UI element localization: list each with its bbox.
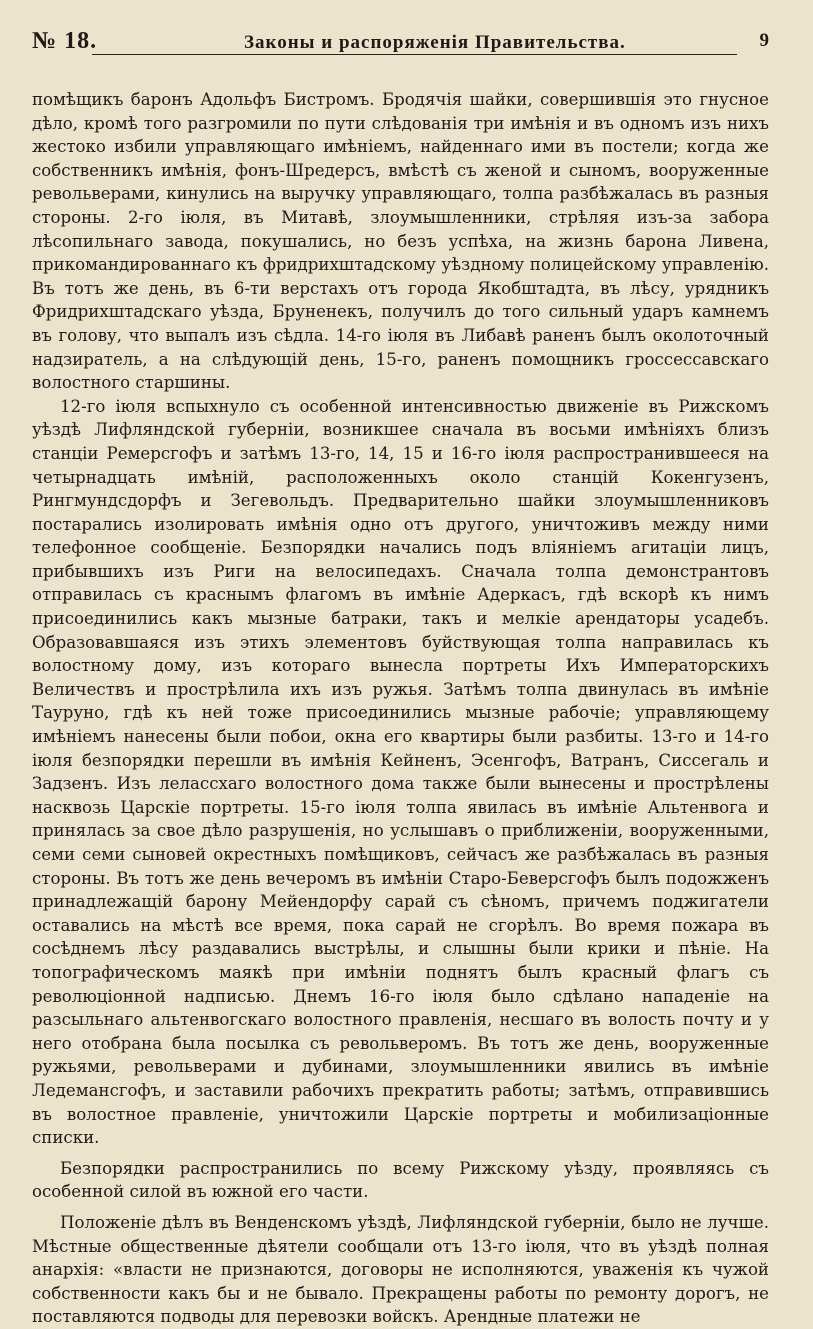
running-title: Законы и распоряженія Правительства. [244, 32, 626, 53]
issue-number: № 18. [32, 28, 98, 54]
paragraph-2: 12-го іюля вспыхнуло съ особенной интенсивностью движеніе въ Рижскомъ уѣздѣ Лифляндской губерніи, возникшее сначала въ восьми имѣніяхъ близъ станціи Ремерсгофъ и затѣмъ 13-го, 14, 15 и 16-го іюля распространившееся на четырнадцать имѣній, расположенныхъ около станцій Кокенгузенъ, Рингмундсдорфъ и Зегевольдъ. Предварительно шайки злоумышленниковъ постарались изолировать имѣнія одно отъ другого, уничтоживъ между ними телефонное сообщеніе. Безпорядки начались подъ вліяніемъ агитаціи лицъ, прибывшихъ изъ Риги на велосипедахъ. Сначала толпа демонстрантовъ отправилась съ краснымъ флагомъ въ имѣніе Адеркасъ, гдѣ вскорѣ къ нимъ присоединились какъ мызные батраки, такъ и мелкіе арендаторы усадебъ. Образовавшаяся изъ этихъ элементовъ буйствующая толпа направилась къ волостному дому, изъ котораго вынесла портреты Ихъ Императорскихъ Величествъ и прострѣлила ихъ изъ ружья. Затѣмъ толпа двинулась въ имѣніе Тауруно, гдѣ къ ней тоже присоединились мызные рабочіе; управляющему имѣніемъ нанесены были побои, окна его квартиры были разбиты. 13-го и 14-го іюля безпорядки перешли въ имѣнія Кейненъ, Эсенгофъ, Ватранъ, Сиссегаль и Задзенъ. Изъ лелассхаго волостного дома также были вынесены и прострѣлены насквозь Царскіе портреты. 15-го іюля толпа явилась въ имѣніе Альтенвога и принялась за свое дѣло разрушенія, но услышавъ о приближеніи, вооруженными, семи семи сыновей окрестныхъ помѣщиковъ, сейчасъ же разбѣжалась въ разныя стороны. Въ тотъ же день вечеромъ въ имѣніи Старо-Беверсгофъ былъ подожженъ принадлежащій барону Мейендорфу сарай съ сѣномъ, причемъ поджигатели оставались на мѣстѣ все время, пока сарай не сгорѣлъ. Во время пожара въ сосѣднемъ лѣсу раздавались выстрѣлы, и слышны были крики и пѣніе. На топографическомъ маякѣ при имѣніи поднятъ былъ красный флагъ съ революціонной надписью. Днемъ 16-го іюля было сдѣлано нападеніе на разсыльнаго альтенвогскаго волостного правленія, несшаго въ волость почту и у него отобрана была посылка съ револьверомъ. Въ тотъ же день, вооруженные ружьями, револьверами и дубинами, злоумышленники явились въ имѣніе Ледемансгофъ, и заставили рабочихъ прекратить работы; затѣмъ, отправившись въ волостное правленіе, уничтожили Царскіе портреты и мобилизаціонные списки. [32, 396, 769, 1148]
page-header [32, 24, 769, 54]
paragraph-1: помѣщикъ баронъ Адольфъ Бистромъ. Бродячія шайки, совершившія это гнусное дѣло, кромѣ того разгромили по пути слѣдованія три имѣнія и въ одномъ изъ нихъ жестоко избили управляющаго имѣніемъ, найденнаго ими въ постели; когда же собственникъ имѣнія, фонъ-Шредерсъ, вмѣстѣ съ женой и сыномъ, вооруженные револьверами, кинулись на выручку управляющаго, толпа разбѣжалась въ разныя стороны. 2-го іюля, въ Митавѣ, злоумышленники, стрѣляя изъ-за забора лѣсопильнаго завода, покушались, но безъ успѣха, на жизнь барона Ливена, прикомандированнаго къ фридрихштадскому уѣздному полицейскому управленію. Въ тотъ же день, въ 6-ти верстахъ отъ города Якобштадта, въ лѣсу, урядникъ Фридрихштадскаго уѣзда, Бруненекъ, получилъ до того сильный ударъ камнемъ въ голову, что выпалъ изъ сѣдла. 14-го іюля въ Либавѣ раненъ былъ околоточный надзиратель, а на слѣдующій день, 15-го, раненъ помощникъ гроссессавскаго волостного старшины. [32, 90, 769, 393]
paragraph-4: Положеніе дѣлъ въ Венденскомъ уѣздѣ, Лифляндской губерніи, было не лучше. Мѣстные общественные дѣятели сообщали отъ 13-го іюля, что въ уѣздѣ полная анархія: «власти не признаются, договоры не исполняются, уваженія къ чужой собственности какъ бы и не бывало. Прекращены работы по ремонту дорогъ, не поставляются подводы для перевозки войскъ. Арендные платежи не [32, 1212, 769, 1327]
page-body [32, 88, 769, 1329]
paragraph-3: Безпорядки распространились по всему Рижскому уѣзду, проявляясь съ особенной силой въ южной его части. [32, 1158, 769, 1202]
header-rule [92, 54, 737, 55]
page-number: 9 [759, 30, 769, 51]
